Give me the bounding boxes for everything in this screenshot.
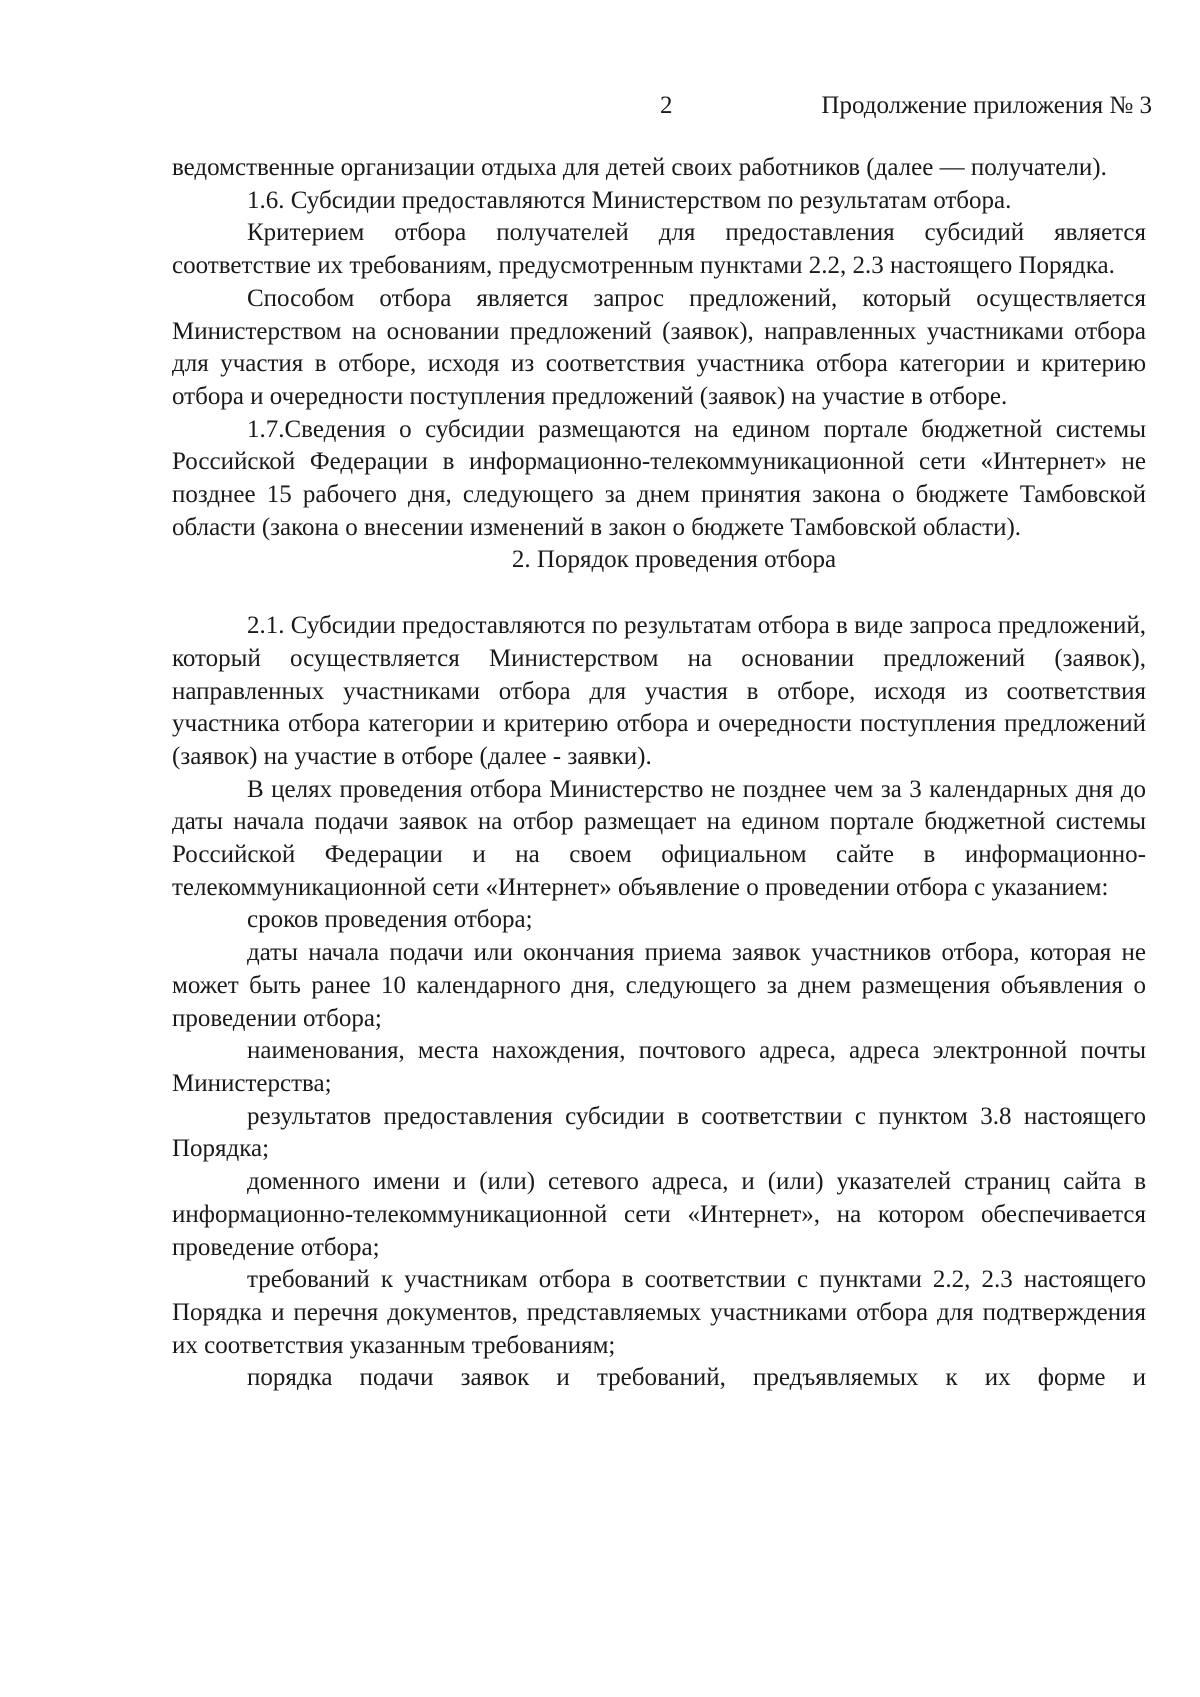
paragraph-1-7: 1.7.Сведения о субсидии размещаются на едином портале бюджетной системы Российской Федерации в информационно-телекоммуникационной сети «Интернет» не позднее 15 рабочего дня, следующего за днем принятия закона о бюджете Тамбовской области (закона о внесении изменений в закон о бюджете Тамбовской области).: [172, 415, 1146, 541]
page-number: 2: [660, 92, 673, 119]
paragraph-selection-method: Способом отбора является запрос предложений, который осуществляется Министерством на основании предложений (заявок), направленных участниками отбора для участия в отборе, исходя из соответствия участника отбора категории и критерию отбора и очередности поступления предложений (заявок) на участие в отборе.: [172, 284, 1146, 410]
page-header: [0, 92, 1200, 128]
list-item-ministry-contacts: наименования, места нахождения, почтового адреса, адреса электронной почты Министерства;: [172, 1037, 1146, 1097]
list-item-selection-terms: сроков проведения отбора;: [247, 906, 533, 934]
paragraph-selection-criterion: Критерием отбора получателей для предоставления субсидий является соответствие их требованиям, предусмотренным пунктами 2.2, 2.3 настоящего Порядка.: [172, 219, 1146, 280]
document-body: [172, 152, 1146, 1395]
paragraph-continuation: ведомственные организации отдыха для детей своих работников (далее — получатели).: [172, 154, 1107, 181]
paragraph-1-6: 1.6. Субсидии предоставляются Министерством по результатам отбора.: [247, 186, 1012, 214]
list-item-subsidy-results: результатов предоставления субсидии в соответствии с пунктом 3.8 настоящего Порядка;: [172, 1102, 1146, 1163]
heading-spacer: [172, 577, 1146, 610]
list-item-submission-procedure: порядка подачи заявок и требований, предъявляемых к их форме и: [247, 1364, 1146, 1392]
appendix-continuation-title: Продолжение приложения № 3: [821, 92, 1152, 119]
paragraph-announcement: В целях проведения отбора Министерство не позднее чем за 3 календарных дня до даты начала подачи заявок на отбор размещает на едином портале бюджетной системы Российской Федерации и на своем официальном сайте в информационно-телекоммуникационной сети «Интернет» объявление о проведении отбора с указанием:: [172, 775, 1146, 901]
list-item-participant-requirements: требований к участникам отбора в соответствии с пунктами 2.2, 2.3 настоящего Порядка и перечня документов, представляемых участниками отбора для подтверждения их соответствия указанным требованиям;: [172, 1266, 1146, 1359]
list-item-submission-dates: даты начала подачи или окончания приема заявок участников отбора, которая не может быть ранее 10 календарного дня, следующего за днем размещения объявления о проведении отбора;: [172, 939, 1146, 1032]
section-heading-2: 2. Порядок проведения отбора: [511, 546, 837, 574]
list-item-domain-name: доменного имени и (или) сетевого адреса, и (или) указателей страниц сайта в информационно-телекоммуникационной сети «Интернет», на котором обеспечивается проведение отбора;: [172, 1168, 1146, 1261]
paragraph-2-1: 2.1. Субсидии предоставляются по результатам отбора в виде запроса предложений, который осуществляется Министерством на основании предложений (заявок), направленных участниками отбора для участия в отборе, исходя из соответствия участника отбора категории и критерию отбора и очередности поступления предложений (заявок) на участие в отборе (далее - заявки).: [172, 612, 1146, 770]
